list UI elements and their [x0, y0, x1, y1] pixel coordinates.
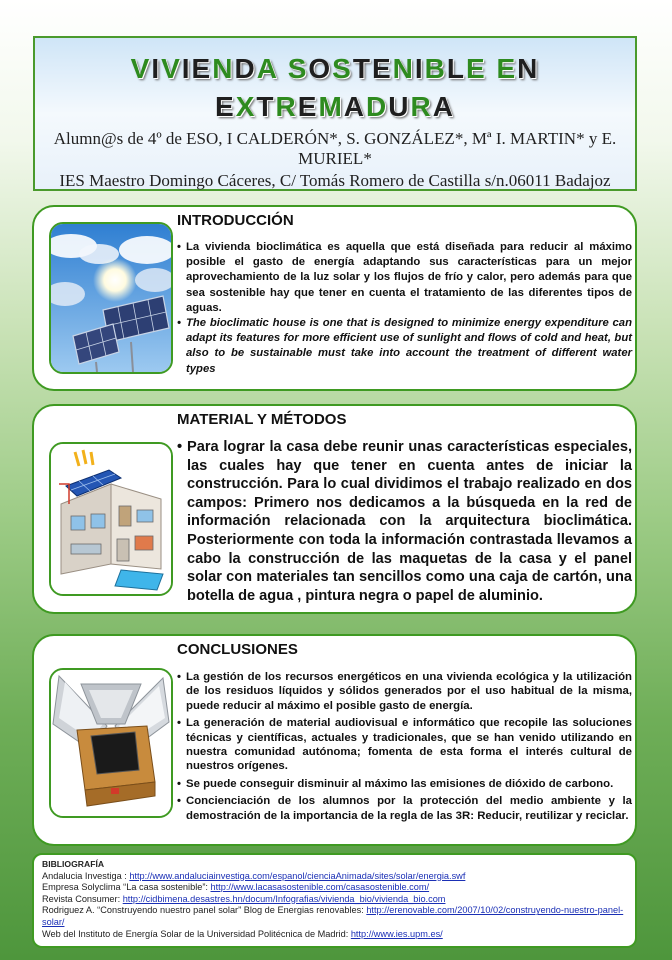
methods-heading: MATERIAL Y MÉTODOS	[177, 411, 347, 428]
methods-paragraph: • Para lograr la casa debe reunir unas características especiales, las cuales hay que tener en cuenta antes de iniciar la construcción. Para lo cual dividimos el trabajo realizado en dos campos: Primero nos dedicamos a la búsqueda en la red de información relacionada con la arquitectura bioclimática. Posteriormente con toda la información contrastada llevamos a cabo la construcción de las maquetas de la casa y el panel solar con materiales tan sencillos como una caja de cartón, una botella de agua , pintura negra o papel de aluminio.	[177, 439, 632, 604]
introduction-paragraph-es: • La vivienda bioclimática es aquella que está diseñada para reducir al máximo posible el gasto de energía adaptando sus características para un mejor aprovechamiento de la luz solar y los flujos de frío y calor, pero además para que sea sostenible hay que tener en cuenta el tratamiento de las diferentes tipos de aguas.	[177, 241, 632, 314]
bibliography-panel	[32, 853, 637, 948]
bibliography-entry: Empresa Solyclima “La casa sostenible”: http://www.lacasasostenible.com/casasostenible.com/	[42, 882, 430, 893]
bibliography-link[interactable]: http://www.lacasasostenible.com/casasostenible.com/	[210, 882, 430, 893]
conclusions-panel	[32, 634, 637, 846]
introduction-paragraph-en: • The bioclimatic house is one that is designed to minimize energy expenditure can adapt its features for more efficient use of sunlight and flows of cold and heat, but also to be sustainable must take into account the treatment of different water types	[177, 317, 632, 375]
solar-panels-sky-image	[49, 222, 173, 374]
bibliography-link[interactable]: http://www.andaluciainvestiga.com/espanol/cienciaAnimada/sites/solar/energia.swf	[129, 870, 466, 881]
conclusion-item: • Se puede conseguir disminuir al máximo las emisiones de dióxido de carbono.	[177, 777, 614, 790]
introduction-panel	[32, 205, 637, 391]
bibliography-heading: BIBLIOGRAFÍA	[42, 859, 105, 869]
conclusion-item: • La gestión de los recursos energéticos en una vivienda ecológica y la utilización de los residuos líquidos y sólidos generados por el uso habitual de la misma, puede reducir al máximo el posible gasto de energía.	[177, 671, 632, 712]
methods-panel	[32, 404, 637, 614]
conclusions-heading: CONCLUSIONES	[177, 641, 298, 658]
solar-cooker-image	[49, 668, 173, 818]
bibliography-entry: Web del Instituto de Energía Solar de la Universidad Politécnica de Madrid: http://www.ies.upm.es/	[42, 928, 443, 939]
poster-school-address: IES Maestro Domingo Cáceres, C/ Tomás Romero de Castilla s/n.06011 Badajoz	[59, 171, 611, 190]
poster-authors: Alumn@s de 4º de ESO, I CALDERÓN*, S. GONZÁLEZ*, Mª I. MARTIN* y E. MURIEL*	[53, 129, 617, 168]
methods-text	[177, 438, 632, 605]
bibliography-link[interactable]: http://www.ies.upm.es/	[350, 928, 443, 939]
poster-title-line1: VIVIENDA SOSTENIBLE EN	[130, 53, 540, 84]
bioclimatic-house-image	[49, 442, 173, 596]
bibliography-entry: Andalucia Investiga : http://www.andaluciainvestiga.com/espanol/cienciaAnimada/sites/solar/energia.swf	[42, 870, 466, 881]
conclusion-item: • Concienciación de los alumnos por la protección del medio ambiente y la demostración de la importancia de la regla de las 3R: Reducir, reutilizar y reciclar.	[177, 795, 632, 822]
introduction-text	[177, 240, 632, 377]
bibliography-entry: Revista Consumer: http://cidbimena.desastres.hn/docum/Infografias/vivienda_bio/vivienda_bio.com	[42, 893, 446, 904]
poster-title	[35, 50, 635, 126]
introduction-heading: INTRODUCCIÓN	[177, 212, 294, 229]
conclusion-item: • La generación de material audiovisual e informático que recopile las soluciones técnicas y científicas, actuales y tradicionales, que se han venido utilizando en nuestra comunidad autónoma; fomenta de esta forma el interés cultural de nuestros orígenes.	[177, 717, 632, 773]
poster-header	[33, 36, 637, 191]
poster-title-line2: EXTREMADURA	[215, 91, 455, 122]
bibliography-link[interactable]: http://cidbimena.desastres.hn/docum/Infografias/vivienda_bio/vivienda_bio.com	[122, 893, 446, 904]
conclusions-list	[177, 670, 632, 826]
bibliography-entry: Rodriguez A. “Construyendo nuestro panel solar” Blog de Energias renovables: http://erenovable.com/2007/10/02/construyendo-nuestro-panel-solar/	[42, 905, 624, 927]
bibliography-link[interactable]: http://erenovable.com/2007/10/02/construyendo-nuestro-panel-solar/	[42, 905, 624, 927]
